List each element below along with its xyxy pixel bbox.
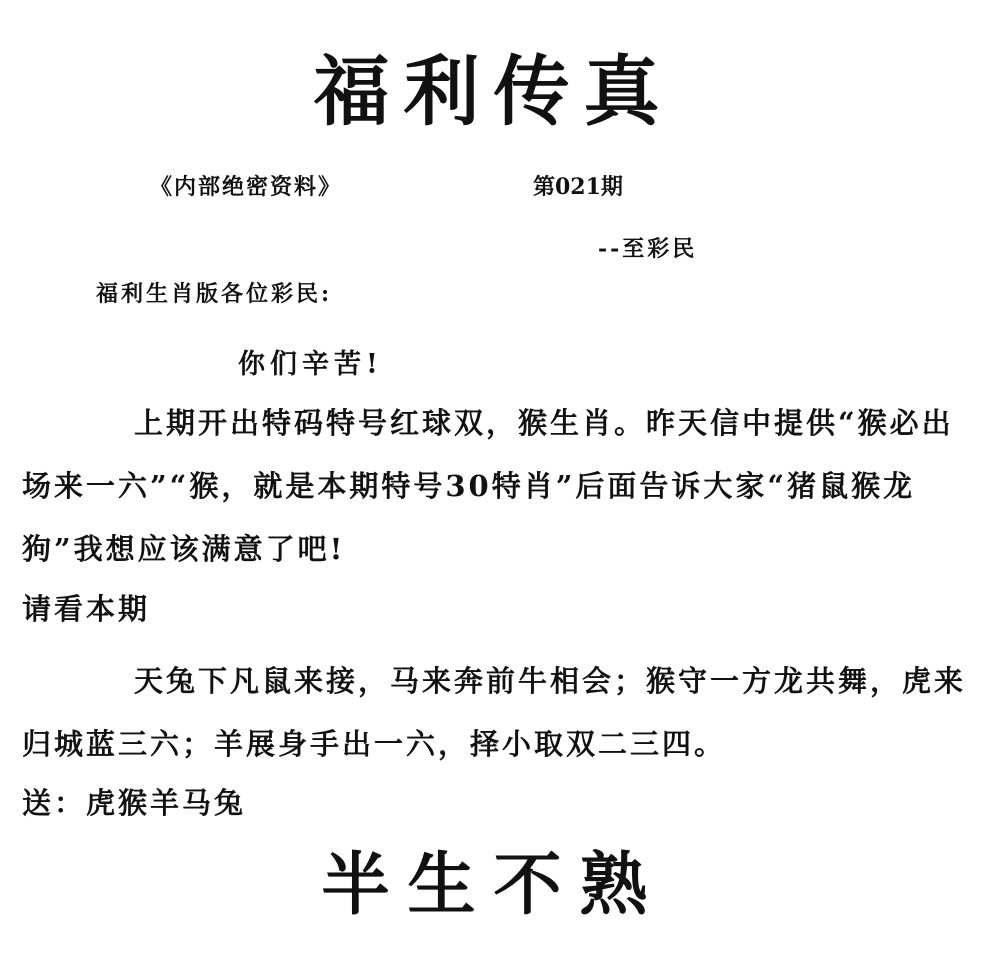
sender-line: --至彩民 [598,236,698,262]
issue-number: 第021期 [533,174,623,200]
paragraph-gift: 送：虎猴羊马兔 [22,786,247,820]
paragraph-intro: 请看本期 [22,592,151,626]
thanks-line: 你们辛苦! [238,349,383,380]
document-subtitle: 《内部绝密资料》 [150,174,343,200]
paragraph-previous-issue: 上期开出特码特号红球双，猴生肖。昨天信中提供“猴必出场来一六”“猴，就是本期特号30特肖”后面告诉大家“猪鼠猴龙狗”我想应该满意了吧! [22,406,954,566]
page-title: 福利传真 [313,47,674,136]
paragraph-poem: 天兔下凡鼠来接，马来奔前牛相会；猴守一方龙共舞，虎来归城蓝三六；羊展身手出一六，择小取双二三四。 [22,664,967,761]
motto: 半生不熟 [321,845,666,925]
greeting: 福利生肖版各位彩民: [96,281,333,307]
